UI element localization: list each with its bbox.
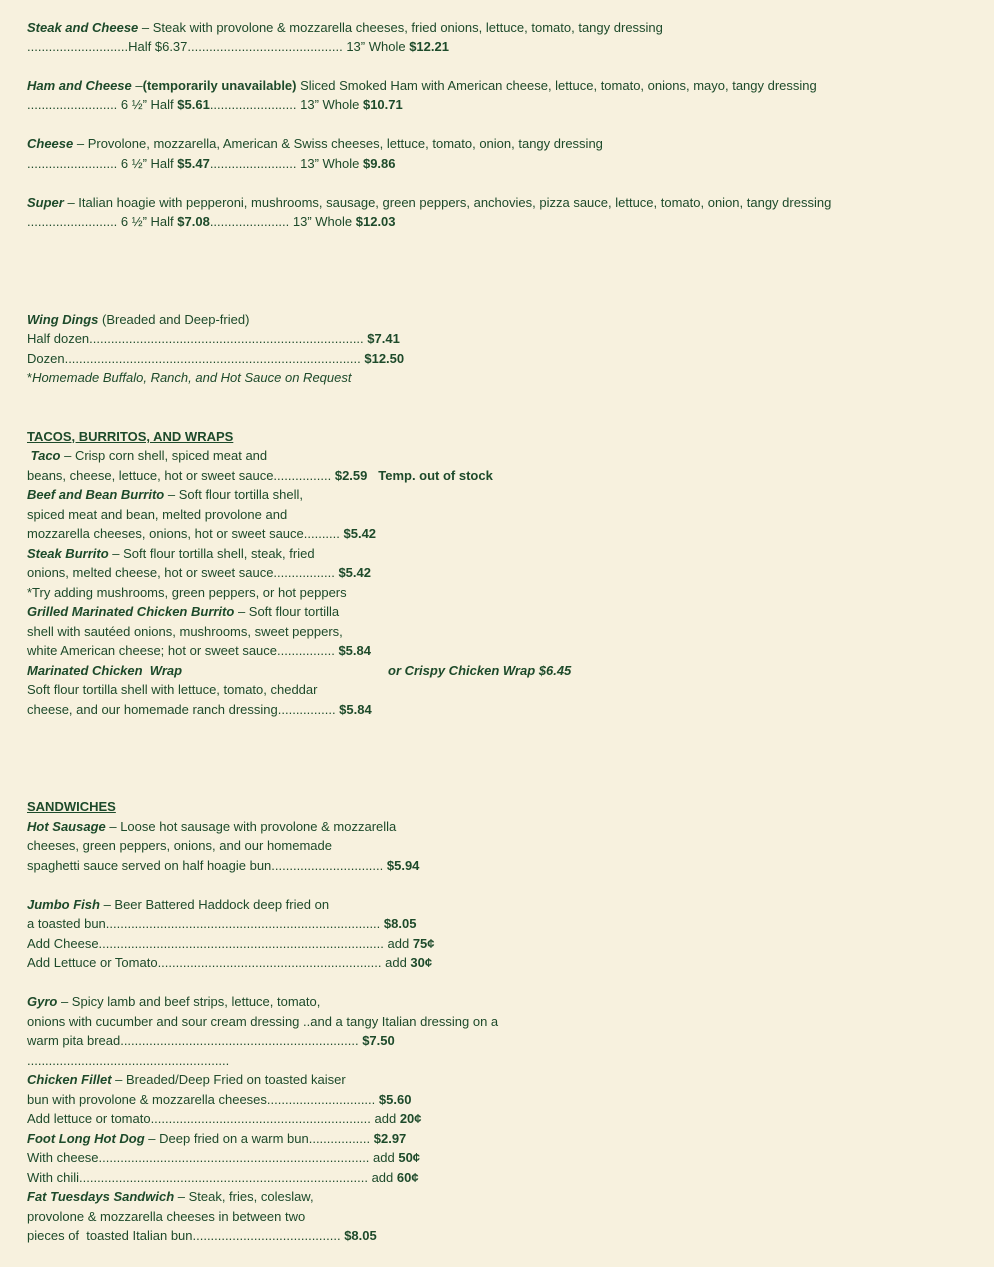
price-leader: ......................... 6 ½” Half (27, 214, 178, 229)
hot-sausage-price-line (27, 856, 419, 875)
steak-burrito-item (27, 544, 315, 563)
chicken-fillet-add-lettuce (27, 1109, 422, 1128)
jumbo-fish-add-lettuce (27, 953, 432, 972)
half-price: $7.08 (177, 214, 210, 229)
note-text: Homemade Buffalo, Ranch, and Hot Sauce on Request (32, 370, 352, 385)
taco-item (27, 446, 267, 465)
foot-long-item (27, 1129, 406, 1148)
price: $5.42 (343, 526, 377, 541)
chicken-wrap-item: Marinated Chicken Wrap (27, 663, 183, 678)
item-name: Gyro (27, 994, 58, 1009)
gyro-item (27, 992, 320, 1011)
item-name: Cheese (27, 136, 74, 151)
whole-price: $12.03 (355, 214, 396, 229)
price-leader: ......................... 6 ½” Half (27, 97, 178, 112)
jumbo-fish-add-cheese (27, 934, 435, 953)
price: 60¢ (396, 1170, 419, 1185)
price: $5.84 (339, 702, 372, 717)
price-leader: ........................ 13” Whole (209, 97, 363, 112)
price-leader: beans, cheese, lettuce, hot or sweet sauce................ (27, 468, 335, 483)
item-desc: – Spicy lamb and beef strips, lettuce, tomato, (57, 994, 321, 1009)
item-name: Grilled Marinated Chicken Burrito (27, 604, 235, 619)
ham-cheese-prices (27, 95, 403, 114)
price: $12.50 (364, 351, 405, 366)
item-desc: – Deep fried on a warm bun................. (144, 1131, 374, 1146)
item-desc: (Breaded and Deep-fried) (98, 312, 250, 327)
cheese-prices (27, 154, 396, 173)
item-name: Steak Burrito (27, 546, 109, 561)
item-desc: – Soft flour tortilla (234, 604, 340, 619)
grilled-chicken-price-line (27, 641, 371, 660)
price-leader: mozzarella cheeses, onions, hot or sweet sauce.......... (27, 526, 344, 541)
price-leader: With cheese........................................................................... add (27, 1150, 399, 1165)
gyro-desc-2: onions with cucumber and sour cream dressing ..and a tangy Italian dressing on a (27, 1014, 499, 1029)
item-desc: – Steak with provolone & mozzarella cheeses, fried onions, lettuce, tomato, tangy dressing (138, 20, 663, 35)
jumbo-fish-price-line (27, 914, 416, 933)
item-name: Steak and Cheese (27, 20, 139, 35)
steak-cheese-prices (27, 37, 449, 56)
item-desc: – Italian hoagie with pepperoni, mushrooms, sausage, green peppers, anchovies, pizza sauce, lettuce, tomato, onion, tangy dressing (63, 195, 832, 210)
ham-cheese-item (27, 76, 817, 95)
tacos-heading: TACOS, BURRITOS, AND WRAPS (27, 429, 234, 444)
item-name: Jumbo Fish (27, 897, 100, 912)
price-leader: Add Lettuce or Tomato.............................................................. add (27, 955, 411, 970)
item-desc: – Soft flour tortilla shell, steak, fried (108, 546, 315, 561)
price: $5.42 (338, 565, 371, 580)
item-name: Taco (30, 448, 61, 463)
price-leader: ......................... 6 ½” Half (27, 156, 178, 171)
status-note: (temporarily unavailable) (142, 78, 297, 93)
price: 75¢ (412, 936, 435, 951)
price: $8.05 (344, 1228, 377, 1243)
grilled-chicken-desc-2: shell with sautéed onions, mushrooms, sweet peppers, (27, 624, 343, 639)
foot-long-add-cheese (27, 1148, 420, 1167)
price: $7.50 (362, 1033, 395, 1048)
item-name: Hot Sausage (27, 819, 106, 834)
price-leader: pieces of toasted Italian bun......................................... (27, 1228, 345, 1243)
whole-price: $12.21 (409, 39, 449, 54)
fat-tuesdays-price-line (27, 1226, 377, 1245)
steak-cheese-item (27, 18, 663, 37)
beef-bean-burrito-item (27, 485, 303, 504)
item-desc: – Steak, fries, coleslaw, (174, 1189, 314, 1204)
super-item (27, 193, 831, 212)
item-name: Chicken Fillet (27, 1072, 112, 1087)
price-leader: spaghetti sauce served on half hoagie bun............................... (27, 858, 387, 873)
half-price: $5.47 (177, 156, 210, 171)
jumbo-fish-item (27, 895, 329, 914)
price: $8.05 (383, 916, 417, 931)
super-prices (27, 212, 396, 231)
dash: – (131, 78, 143, 93)
chicken-fillet-item (27, 1070, 346, 1089)
chicken-wrap-price-line (27, 700, 372, 719)
taco-price-line (27, 466, 493, 485)
chicken-fillet-price-line (27, 1090, 411, 1109)
price-leader: warm pita bread.................................................................. (27, 1033, 363, 1048)
price-leader: bun with provolone & mozzarella cheeses.............................. (27, 1092, 379, 1107)
wings-dozen (27, 349, 404, 368)
whole-price: $10.71 (362, 97, 403, 112)
item-name: Fat Tuesdays Sandwich (27, 1189, 175, 1204)
chicken-wrap-desc-2: Soft flour tortilla shell with lettuce, tomato, cheddar (27, 682, 318, 697)
price: $5.60 (378, 1092, 412, 1107)
item-desc: Sliced Smoked Ham with American cheese, lettuce, tomato, onions, mayo, tangy dressing (296, 78, 817, 93)
price-leader: cheese, and our homemade ranch dressing................ (27, 702, 340, 717)
price: $2.59 (334, 468, 368, 483)
steak-burrito-price-line (27, 563, 371, 582)
item-desc: – Soft flour tortilla shell, (164, 487, 303, 502)
crispy-chicken-wrap-alt: or Crispy Chicken Wrap $6.45 (388, 663, 572, 678)
wings-sauce-note (27, 368, 351, 387)
item-name: Wing Dings (27, 312, 99, 327)
price: $5.84 (338, 643, 371, 658)
price-leader: With chili................................................................................ add (27, 1170, 397, 1185)
price-leader: Dozen.................................................................................. (27, 351, 365, 366)
price-leader: onions, melted cheese, hot or sweet sauce................. (27, 565, 339, 580)
beef-bean-price-line (27, 524, 376, 543)
cheese-item (27, 134, 603, 153)
item-desc: – Breaded/Deep Fried on toasted kaiser (111, 1072, 346, 1087)
item-name: Ham and Cheese (27, 78, 132, 93)
price-leader: Add Cheese............................................................................... add (27, 936, 413, 951)
half-price: $5.61 (177, 97, 210, 112)
price-leader: white American cheese; hot or sweet sauce................ (27, 643, 339, 658)
asterisk: * (27, 370, 33, 385)
hot-sausage-desc-2: cheeses, green peppers, onions, and our homemade (27, 838, 332, 853)
item-name: Foot Long Hot Dog (27, 1131, 145, 1146)
price-leader: ............................Half $6.37........................................... 13” Whole (27, 39, 410, 54)
price-leader: Half dozen............................................................................ (27, 331, 368, 346)
price-leader: Add lettuce or tomato............................................................. add (27, 1111, 400, 1126)
whole-price: $9.86 (362, 156, 396, 171)
fat-tuesdays-item (27, 1187, 314, 1206)
hot-sausage-item (27, 817, 396, 836)
price: $5.94 (386, 858, 420, 873)
price-leader: ...................... 13” Whole (209, 214, 356, 229)
price-leader: ........................ 13” Whole (209, 156, 363, 171)
item-desc: – Loose hot sausage with provolone & mozzarella (105, 819, 397, 834)
item-name: Beef and Bean Burrito (27, 487, 165, 502)
item-name: Super (27, 195, 64, 210)
item-desc: – Crisp corn shell, spiced meat and (60, 448, 268, 463)
beef-bean-desc-2: spiced meat and bean, melted provolone and (27, 507, 288, 522)
fat-tuesdays-desc-2: provolone & mozzarella cheeses in between two (27, 1209, 306, 1224)
item-desc: – Provolone, mozzarella, American & Swiss cheeses, lettuce, tomato, onion, tangy dressing (73, 136, 603, 151)
price: $7.41 (367, 331, 400, 346)
wing-dings-item (27, 310, 249, 329)
price: $2.97 (373, 1131, 407, 1146)
item-desc: – Beer Battered Haddock deep fried on (99, 897, 330, 912)
gyro-price-line (27, 1031, 395, 1050)
wings-half-dozen (27, 329, 400, 348)
foot-long-add-chili (27, 1168, 419, 1187)
price: 50¢ (398, 1150, 421, 1165)
burrito-tip: *Try adding mushrooms, green peppers, or hot peppers (27, 585, 347, 600)
price: 30¢ (410, 955, 433, 970)
sandwiches-heading: SANDWICHES (27, 799, 116, 814)
price: 20¢ (399, 1111, 422, 1126)
gyro-dot-leader: ........................................................ (27, 1053, 230, 1068)
status-badge: Temp. out of stock (378, 468, 493, 483)
grilled-chicken-burrito-item (27, 602, 339, 621)
price-leader: a toasted bun............................................................................ (27, 916, 384, 931)
